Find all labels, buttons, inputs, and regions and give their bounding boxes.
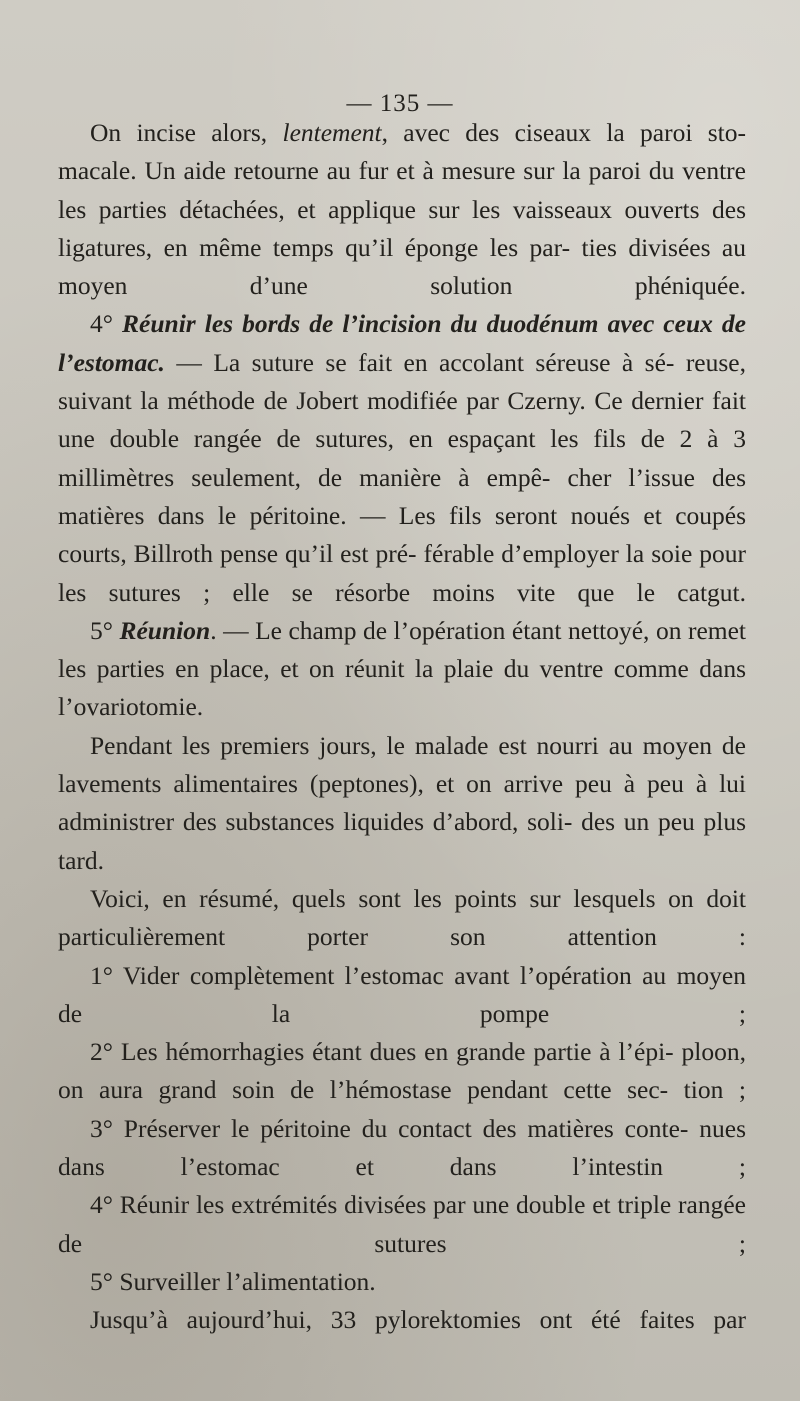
paragraph-step-4 (58, 305, 746, 611)
step-5-heading: Réunion (119, 615, 211, 645)
body-text (58, 114, 746, 1340)
summary-item-5: 5° Surveiller l’alimentation. (90, 1266, 376, 1296)
step-4-heading: Réunir les bords de l’incision du duodénum avec ceux de l’estomac. (58, 309, 746, 377)
paragraph-1-lead: On incise alors, (90, 118, 283, 147)
summary-item-2: 2° Les hémorrhagies étant dues en grande partie à l’épi- ploon, on aura grand soin de l’hémostase pendant cette sec- tion ; (58, 1037, 746, 1105)
paragraph-aftercare: Pendant les premiers jours, le malade est nourri au moyen de lavements alimentaires (peptones), et on arrive peu à peu à lui administrer des substances liquides d’abord, soli- des un peu plus tard. (58, 730, 746, 875)
summary-item-4: 4° Réunir les extrémités divisées par une double et triple rangée de sutures ; (58, 1190, 746, 1258)
page-number: — 135 — (346, 90, 454, 117)
summary-item-3: 3° Préserver le péritoine du contact des matières conte- nues dans l’estomac et dans l’intestin ; (58, 1113, 746, 1182)
emphasis-lentement: lentement (282, 118, 382, 147)
step-4-text: — La suture se fait en accolant séreuse à sé- reuse, suivant la méthode de Jobert modifiée par Czerny. Ce dernier fait une double rangée de sutures, en espaçant les fils de 2 à 3 millimètres seulement, de manière à empê- cher l’issue des matières dans le péritoine. — Les fils seront noués et coupés courts, Billroth pense qu’il est pré- férable d’employer la soie pour les sutures ; elle se résorbe moins vite que le catgut. (58, 347, 746, 607)
paragraph-summary-intro: Voici, en résumé, quels sont les points sur lesquels on doit particulièrement porter son attention : (58, 883, 746, 952)
step-5-number: 5° (90, 615, 120, 645)
step-5-text: . — Le champ de l’opération étant nettoyé, on remet les parties en place, et on réunit la plaie du ventre comme dans l’ovariotomie. (58, 615, 747, 722)
paragraph-step-5 (58, 612, 746, 727)
paragraph-closing: Jusqu’à aujourd’hui, 33 pylorektomies ont été faites par (90, 1305, 746, 1335)
paragraph-1-text: , avec des ciseaux la paroi sto- macale. Un aide retourne au fur et à mesure sur la paroi du ventre les parties détachées, et applique sur les vaisseaux ouverts des ligatures, en même temps qu’il éponge les par- ties divisées au moyen d’une solution phéniquée. (58, 118, 746, 301)
paragraph-1 (58, 114, 746, 305)
summary-item-1: 1° Vider complètement l’estomac avant l’opération au moyen de la pompe ; (58, 960, 746, 1028)
step-4-number: 4° (90, 309, 122, 339)
